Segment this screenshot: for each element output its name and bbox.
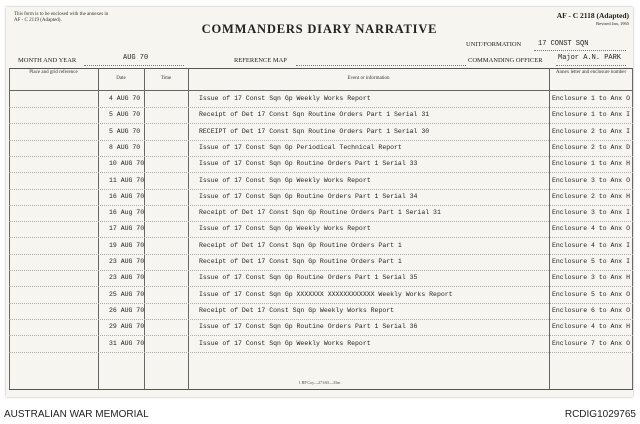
- table-row: [9, 108, 633, 124]
- row-annex: Enclosure 1 to Anx H: [552, 160, 631, 168]
- table-row: [9, 320, 633, 336]
- row-event: Issue of 17 Const Sqn Gp Weekly Works Report: [199, 339, 371, 347]
- archive-caption: AUSTRALIAN WAR MEMORIAL: [4, 409, 149, 420]
- row-event: Issue of 17 Const Sqn Gp Weekly Works Report: [199, 95, 371, 102]
- row-annex: Enclosure 2 to Anx H: [552, 192, 631, 200]
- row-date: 26 AUG 70: [109, 306, 145, 314]
- row-date: 16 AUG 70: [109, 192, 145, 200]
- row-date: 16 Aug 70: [109, 209, 145, 217]
- month-year-label: MONTH AND YEAR: [18, 57, 77, 64]
- map-dotted-line: [296, 65, 466, 66]
- unit-dotted-line: [534, 50, 626, 51]
- table-row: [9, 141, 633, 157]
- commanding-officer-value: Major A.N. PARK: [558, 54, 622, 62]
- row-event: Issue of 17 Const Sqn Gp Routine Orders Part 1 Serial 36: [199, 323, 418, 331]
- month-year-value: AUG 70: [123, 54, 149, 62]
- row-annex: Enclosure 4 to Anx H: [552, 323, 631, 331]
- row-event: Issue of 17 Const Sqn Gp Routine Orders Part 1 Serial 35: [199, 274, 418, 282]
- col-header-event: Event or information: [347, 76, 390, 81]
- row-date: 31 AUG 70: [109, 339, 145, 347]
- row-event: Receipt of Det 17 Const Sqn Routine Orders Part 1 Serial 31: [199, 111, 430, 119]
- row-date: 8 AUG 70: [109, 143, 141, 151]
- table-row: [9, 288, 633, 304]
- diary-table: [9, 68, 633, 390]
- row-annex: Enclosure 1 to Anx O: [552, 95, 631, 102]
- col-header-place: Place and grid reference: [29, 70, 78, 75]
- row-annex: Enclosure 3 to Anx I: [552, 209, 631, 217]
- form-title: COMMANDERS DIARY NARRATIVE: [201, 22, 438, 36]
- row-event: Issue of 17 Const Sqn Gp Routine Orders Part 1 Serial 33: [199, 160, 418, 168]
- row-event: Issue of 17 Const Sqn Gp Periodical Technical Report: [199, 143, 402, 151]
- row-annex: Enclosure 7 to Anx O: [552, 339, 631, 347]
- row-event: Issue of 17 Const Sqn Gp Weekly Works Report: [199, 225, 371, 233]
- row-event: Receipt of Det 17 Const Sqn Gp Routine Orders Part 1: [199, 241, 402, 249]
- row-date: 5 AUG 70: [109, 111, 141, 119]
- table-row: [9, 337, 633, 353]
- row-date: 5 AUG 70: [109, 127, 141, 135]
- col-header-time: Time: [160, 76, 172, 81]
- row-date: 29 AUG 70: [109, 323, 145, 331]
- row-event: Issue of 17 Const Sqn Gp XXXXXXX XXXXXXXXXXXX Weekly Works Report: [199, 290, 453, 298]
- row-annex: Enclosure 3 to Anx H: [552, 274, 631, 282]
- row-event: Issue of 17 Const Sqn Gp Weekly Works Report: [199, 176, 371, 184]
- row-event: RECEIPT of Det 17 Const Sqn Routine Orders Part 1 Serial 30: [199, 127, 430, 135]
- row-annex: Enclosure 5 to Anx O: [552, 290, 631, 298]
- row-event: Issue of 17 Const Sqn Gp Routine Orders Part 1 Serial 34: [199, 192, 418, 200]
- row-date: 19 AUG 70: [109, 241, 145, 249]
- diary-form: [6, 7, 633, 397]
- row-annex: Enclosure 6 to Anx O: [552, 306, 631, 314]
- table-row: [9, 190, 633, 206]
- archive-id: RCDIG1029765: [564, 409, 636, 420]
- table-row: [9, 174, 633, 190]
- commanding-officer-label: COMMANDING OFFICER: [468, 57, 543, 64]
- table-row: [9, 239, 633, 255]
- row-event: Receipt of Det 17 Const Sqn Gp Routine Orders Part 1 Serial 31: [199, 209, 441, 217]
- unit-label: UNIT/FORMATION: [466, 41, 522, 48]
- row-date: 23 AUG 70: [109, 274, 145, 282]
- table-row: [9, 271, 633, 287]
- month-dotted-line: [84, 65, 184, 66]
- row-date: 11 AUG 70: [109, 176, 145, 184]
- row-date: 17 AUG 70: [109, 225, 145, 233]
- row-annex: Enclosure 4 to Anx O: [552, 225, 631, 233]
- co-dotted-line: [556, 65, 626, 66]
- row-annex: Enclosure 5 to Anx I: [552, 258, 631, 265]
- row-date: 25 AUG 70: [109, 290, 145, 298]
- row-annex: Enclosure 4 to Anx I: [552, 241, 631, 249]
- table-row: [9, 157, 633, 173]
- row-annex: Enclosure 3 to Anx O: [552, 176, 631, 184]
- row-annex: Enclosure 2 to Anx I: [552, 127, 631, 135]
- revised-date: Revised Jan, 1965: [596, 21, 629, 26]
- form-note: This form is to be enclosed with the annexes in AF - C 2119 (Adapted).: [14, 12, 109, 23]
- row-date: 4 AUG 70: [109, 95, 141, 102]
- row-date: 23 AUG 70: [109, 258, 145, 265]
- col-header-annex: Annex letter and enclosure number: [555, 70, 627, 75]
- row-event: Receipt of Det 17 Const Sqn Gp Weekly Works Report: [199, 306, 395, 314]
- table-row: [9, 206, 633, 222]
- row-annex: Enclosure 2 to Anx D: [552, 143, 631, 151]
- table-row: [9, 125, 633, 141]
- table-row: [9, 92, 633, 108]
- form-number: AF - C 2118 (Adapted): [556, 11, 629, 20]
- printer-footer: 1 RP Coy—271/65—35m: [298, 380, 341, 385]
- row-event: Receipt of Det 17 Const Sqn Gp Routine Orders Part 1: [199, 258, 402, 265]
- table-row: [9, 304, 633, 320]
- row-annex: Enclosure 1 to Anx I: [552, 111, 631, 119]
- table-row: [9, 222, 633, 238]
- row-date: 10 AUG 70: [109, 160, 145, 168]
- col-header-date: Date: [116, 76, 126, 81]
- reference-map-label: REFERENCE MAP: [234, 57, 287, 64]
- unit-value: 17 CONST SQN: [538, 40, 589, 48]
- table-row: [9, 255, 633, 271]
